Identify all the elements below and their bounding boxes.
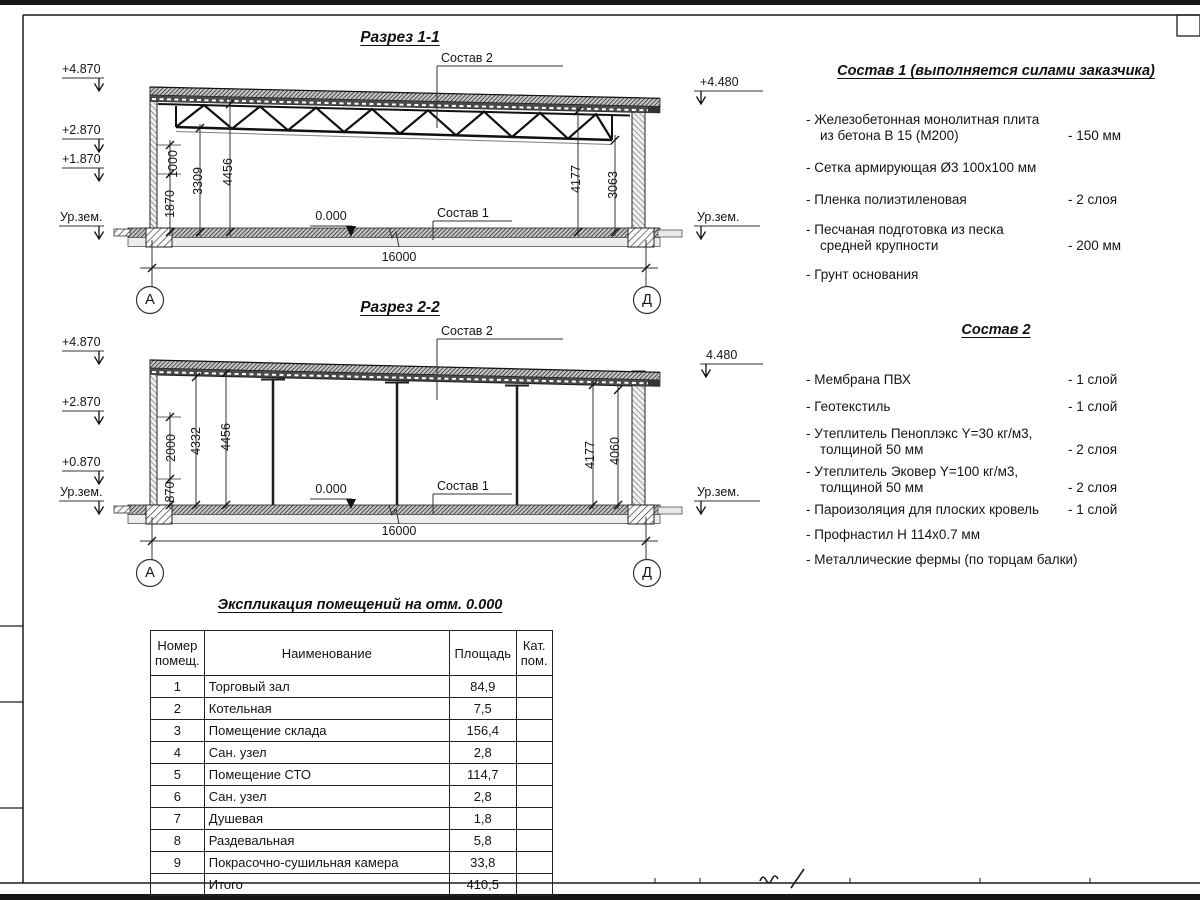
elevation-mark: +4.870: [62, 335, 101, 349]
dimension-4177: 4177: [583, 441, 597, 469]
table-row: [151, 786, 553, 808]
table-header-row: [151, 631, 553, 676]
dimension-4177: 4177: [569, 165, 583, 193]
cell-name: Раздевальная: [204, 830, 449, 852]
cell-category: [516, 676, 552, 698]
table-row: [151, 830, 553, 852]
cell-number: 9: [151, 852, 205, 874]
material-item-value: - 150 мм: [1068, 128, 1122, 143]
cell-category: [516, 830, 552, 852]
table-row: [151, 764, 553, 786]
cell-name: Котельная: [204, 698, 449, 720]
cell-area: 114,7: [449, 764, 516, 786]
cell-category: [516, 742, 552, 764]
header-text: пом.: [520, 653, 548, 668]
leader-label-sostav1: Состав 1: [437, 479, 489, 493]
elevation-mark: +4.870: [62, 62, 101, 76]
axis-bubble-d: Д: [642, 565, 652, 581]
material-item-text2: толщиной 50 мм: [820, 442, 924, 457]
material-item: [806, 372, 1186, 388]
dimension-4332: 4332: [189, 427, 203, 455]
material-item-text: - Профнастил Н 114х0.7 мм: [806, 527, 980, 542]
material-item-value: - 200 мм: [1068, 238, 1122, 253]
span-dimension: 16000: [381, 250, 417, 264]
header-room-number: [151, 631, 205, 676]
cell-name: Душевая: [204, 808, 449, 830]
leader-label-sostav1: Состав 1: [437, 206, 489, 220]
section-2-2-title: Разрез 2-2: [360, 299, 440, 316]
material-item: [806, 502, 1186, 518]
zero-level-mark: 0.000: [315, 209, 347, 223]
cell-category: [516, 698, 552, 720]
table-row: [151, 698, 553, 720]
material-item: [806, 222, 1186, 254]
material-item-text: - Мембрана ПВХ: [806, 372, 911, 387]
cell-name: Покрасочно-сушильная камера: [204, 852, 449, 874]
cell-area: 7,5: [449, 698, 516, 720]
axis-bubble-d: Д: [642, 292, 652, 308]
zero-level-mark: 0.000: [315, 482, 347, 496]
material-item-text: - Песчаная подготовка из песка: [806, 222, 1004, 237]
header-text: Кат.: [522, 638, 546, 653]
material-item-text2: толщиной 50 мм: [820, 480, 924, 495]
dimension-3063: 3063: [606, 171, 620, 199]
header-text: Номер: [157, 638, 198, 653]
dimension-870: 870: [163, 481, 177, 503]
material-item-value: - 1 слой: [1068, 399, 1118, 414]
cell-number: 6: [151, 786, 205, 808]
material-item-text: - Железобетонная монолитная плита: [806, 112, 1040, 127]
table-total-row: [151, 874, 553, 896]
table-row: [151, 742, 553, 764]
sostav2-panel: [800, 322, 1192, 582]
cell-number: 2: [151, 698, 205, 720]
elevation-mark: +2.870: [62, 395, 101, 409]
header-category: [516, 631, 552, 676]
axis-bubble-a: А: [145, 292, 155, 308]
dimension-1870: 1870: [163, 190, 177, 218]
elevation-mark: +0.870: [62, 455, 101, 469]
elevation-mark: +1.870: [62, 152, 101, 166]
cell-area: 1,8: [449, 808, 516, 830]
cell-category: [516, 786, 552, 808]
material-item: [806, 527, 1186, 543]
material-item: [806, 426, 1186, 458]
material-item: [806, 552, 1186, 568]
table-row: [151, 720, 553, 742]
dimension-4456: 4456: [221, 158, 235, 186]
header-area: Площадь: [449, 631, 516, 676]
table-row: [151, 852, 553, 874]
header-name: Наименование: [204, 631, 449, 676]
elevation-mark: 4.480: [706, 348, 738, 362]
cell-name: Помещение склада: [204, 720, 449, 742]
material-item: [806, 464, 1186, 496]
material-item-text: - Пароизоляция для плоских кровель: [806, 502, 1040, 517]
cell-category: [516, 808, 552, 830]
leader-label-sostav2: Состав 2: [441, 324, 493, 338]
material-item-value: - 1 слой: [1068, 372, 1118, 387]
header-text: помещ.: [155, 653, 200, 668]
material-item-value: - 2 слоя: [1068, 442, 1118, 457]
cell-category: [516, 852, 552, 874]
cell-area: 2,8: [449, 742, 516, 764]
material-item-text: - Геотекстиль: [806, 399, 891, 414]
cell-number: 5: [151, 764, 205, 786]
axis-bubble-a: А: [145, 565, 155, 581]
material-item: [806, 112, 1186, 144]
material-item-value: - 2 слоя: [1068, 192, 1118, 207]
ground-level-mark: Ур.зем.: [60, 210, 103, 224]
material-item-text: - Утеплитель Эковер Y=100 кг/м3,: [806, 464, 1019, 479]
cell-number: 8: [151, 830, 205, 852]
material-item-text: - Утеплитель Пеноплэкс Y=30 кг/м3,: [806, 426, 1033, 441]
sostav1-panel: [800, 63, 1192, 303]
cell-area: 33,8: [449, 852, 516, 874]
elevation-mark: +2.870: [62, 123, 101, 137]
material-item: [806, 399, 1186, 415]
material-item-text2: средней крупности: [820, 238, 939, 253]
sostav2-panel-title: Состав 2: [961, 322, 1031, 338]
explication-title: Экспликация помещений на отм. 0.000: [217, 597, 503, 613]
cell-area: 5,8: [449, 830, 516, 852]
cell-category: [516, 764, 552, 786]
dimension-4456: 4456: [219, 423, 233, 451]
material-item-text: - Сетка армирующая Ø3 100х100 мм: [806, 160, 1037, 175]
span-dimension: 16000: [381, 524, 417, 538]
cell-name: Сан. узел: [204, 786, 449, 808]
ground-level-mark: Ур.зем.: [60, 485, 103, 499]
dimension-1000: 1000: [166, 150, 180, 178]
cell-name: Сан. узел: [204, 742, 449, 764]
cell-number: 7: [151, 808, 205, 830]
dimension-2000: 2000: [164, 434, 178, 462]
material-item: [806, 267, 1186, 283]
material-item-text2: из бетона В 15 (М200): [820, 128, 959, 143]
ground-level-mark: Ур.зем.: [697, 210, 740, 224]
cell-number: 1: [151, 676, 205, 698]
leader-label-sostav2: Состав 2: [441, 51, 493, 65]
section-1-1-title: Разрез 1-1: [360, 29, 440, 46]
material-item: [806, 192, 1186, 208]
dimension-3309: 3309: [191, 167, 205, 195]
cell-category: [516, 874, 552, 896]
table-row: [151, 676, 553, 698]
cell-area: 84,9: [449, 676, 516, 698]
cell-name: Итого: [204, 874, 449, 896]
cell-area: 2,8: [449, 786, 516, 808]
material-item-text: - Металлические фермы (по торцам балки): [806, 552, 1078, 567]
cell-area: 410,5: [449, 874, 516, 896]
cell-name: Торговый зал: [204, 676, 449, 698]
explication-table: [150, 630, 553, 896]
material-item: [806, 160, 1186, 176]
material-item-value: - 2 слоя: [1068, 480, 1118, 495]
cell-name: Помещение СТО: [204, 764, 449, 786]
ground-level-mark: Ур.зем.: [697, 485, 740, 499]
table-row: [151, 808, 553, 830]
cell-number: [151, 874, 205, 896]
material-item-text: - Грунт основания: [806, 267, 919, 282]
cell-category: [516, 720, 552, 742]
cell-number: 4: [151, 742, 205, 764]
cell-area: 156,4: [449, 720, 516, 742]
material-item-value: - 1 слой: [1068, 502, 1118, 517]
dimension-4060: 4060: [608, 437, 622, 465]
cell-number: 3: [151, 720, 205, 742]
material-item-text: - Пленка полиэтиленовая: [806, 192, 967, 207]
elevation-mark: +4.480: [700, 75, 739, 89]
sostav1-panel-title: Состав 1 (выполняется силами заказчика): [837, 63, 1155, 79]
